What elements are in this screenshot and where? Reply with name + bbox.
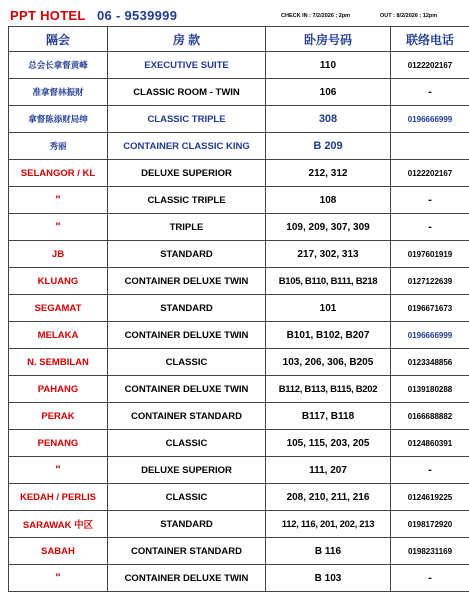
table-row [9,511,469,538]
dept-cell[interactable]: " [9,187,108,214]
contact-cell[interactable]: 0166688882 [391,403,469,430]
contact-cell[interactable]: 0196666999 [391,322,469,349]
table-row [9,430,469,457]
dept-cell[interactable]: KEDAH / PERLIS [9,484,108,511]
column-header-room-numbers: 卧房号码 [266,27,391,52]
room-allocation-table [8,26,469,592]
room-numbers-cell[interactable]: B 103 [266,565,391,592]
column-header-room-type: 房 款 [108,27,266,52]
room-type-cell[interactable]: CONTAINER STANDARD [108,403,266,430]
contact-cell[interactable]: - [391,214,469,241]
room-numbers-cell[interactable]: 103, 206, 306, B205 [266,349,391,376]
room-type-cell[interactable]: STANDARD [108,241,266,268]
room-type-cell[interactable]: DELUXE SUPERIOR [108,457,266,484]
dept-cell[interactable]: " [9,214,108,241]
room-type-cell[interactable]: CLASSIC ROOM - TWIN [108,79,266,106]
dept-cell[interactable]: 拿督陈添财局绅 [9,106,108,133]
column-header-contact: 联络电话 [391,27,469,52]
table-row [9,52,469,79]
table-row [9,133,469,160]
room-numbers-cell[interactable]: 112, 116, 201, 202, 213 [266,511,391,538]
room-numbers-cell[interactable]: 105, 115, 203, 205 [266,430,391,457]
dept-cell[interactable]: SELANGOR / KL [9,160,108,187]
contact-cell[interactable]: 0139180288 [391,376,469,403]
contact-cell[interactable]: 0196666999 [391,106,469,133]
contact-cell[interactable] [391,133,469,160]
room-numbers-cell[interactable]: B117, B118 [266,403,391,430]
table-row [9,565,469,592]
table-row [9,106,469,133]
room-numbers-cell[interactable]: 106 [266,79,391,106]
room-numbers-cell[interactable]: B105, B110, B111, B218 [266,268,391,295]
room-type-cell[interactable]: CONTAINER DELUXE TWIN [108,322,266,349]
dept-cell[interactable]: 总会长拿督黄峰 [9,52,108,79]
contact-cell[interactable]: - [391,187,469,214]
dept-cell[interactable]: SARAWAK 中区 [9,511,108,538]
room-type-cell[interactable]: CLASSIC [108,430,266,457]
room-type-cell[interactable]: CONTAINER CLASSIC KING [108,133,266,160]
room-numbers-cell[interactable]: B112, B113, B115, B202 [266,376,391,403]
room-numbers-cell[interactable]: B101, B102, B207 [266,322,391,349]
contact-cell[interactable]: - [391,565,469,592]
sheet-header [0,0,469,28]
room-type-cell[interactable]: EXECUTIVE SUITE [108,52,266,79]
dept-cell[interactable]: KLUANG [9,268,108,295]
dept-cell[interactable]: " [9,565,108,592]
hotel-phone: 06 - 9539999 [97,8,178,23]
contact-cell[interactable]: - [391,79,469,106]
table-row [9,403,469,430]
table-row [9,457,469,484]
check-in-text: CHECK IN : 7/2/2026 ; 2pm [281,13,351,19]
room-numbers-cell[interactable]: 212, 312 [266,160,391,187]
hotel-name: PPT HOTEL [10,8,86,23]
contact-cell[interactable]: 0124619225 [391,484,469,511]
table-row [9,214,469,241]
room-type-cell[interactable]: CONTAINER DELUXE TWIN [108,565,266,592]
contact-cell[interactable]: 0122202167 [391,52,469,79]
contact-cell[interactable]: 0123348856 [391,349,469,376]
dept-cell[interactable]: 秀丽 [9,133,108,160]
room-numbers-cell[interactable]: 110 [266,52,391,79]
table-row [9,484,469,511]
dept-cell[interactable]: SEGAMAT [9,295,108,322]
room-numbers-cell[interactable]: B 116 [266,538,391,565]
room-numbers-cell[interactable]: 217, 302, 313 [266,241,391,268]
room-type-cell[interactable]: DELUXE SUPERIOR [108,160,266,187]
contact-cell[interactable]: 0196671673 [391,295,469,322]
room-numbers-cell[interactable]: 109, 209, 307, 309 [266,214,391,241]
table-header-row [9,27,469,52]
table-row [9,349,469,376]
room-type-cell[interactable]: STANDARD [108,295,266,322]
contact-cell[interactable]: 0124860391 [391,430,469,457]
table-row [9,268,469,295]
table-row [9,295,469,322]
dept-cell[interactable]: N. SEMBILAN [9,349,108,376]
dept-cell[interactable]: JB [9,241,108,268]
contact-cell[interactable]: 0197601919 [391,241,469,268]
dept-cell[interactable]: MELAKA [9,322,108,349]
table-row [9,241,469,268]
table-row [9,376,469,403]
contact-cell[interactable]: 0122202167 [391,160,469,187]
table-row [9,160,469,187]
dept-cell[interactable]: PERAK [9,403,108,430]
dept-cell[interactable]: 准拿督林振财 [9,79,108,106]
check-out-text: OUT : 8/2/2026 ; 12pm [380,13,438,19]
room-numbers-cell[interactable]: 111, 207 [266,457,391,484]
room-type-cell[interactable]: CONTAINER DELUXE TWIN [108,268,266,295]
room-type-cell[interactable]: STANDARD [108,511,266,538]
room-numbers-cell[interactable]: 308 [266,106,391,133]
dept-cell[interactable]: " [9,457,108,484]
room-type-cell[interactable]: CLASSIC TRIPLE [108,106,266,133]
table-row [9,322,469,349]
contact-cell[interactable]: 0198172920 [391,511,469,538]
table-row [9,538,469,565]
room-numbers-cell[interactable]: B 209 [266,133,391,160]
room-type-cell[interactable]: CONTAINER DELUXE TWIN [108,376,266,403]
room-type-cell[interactable]: TRIPLE [108,214,266,241]
contact-cell[interactable]: 0198231169 [391,538,469,565]
dept-cell[interactable]: PENANG [9,430,108,457]
contact-cell[interactable]: - [391,457,469,484]
room-type-cell[interactable]: CONTAINER STANDARD [108,538,266,565]
room-type-cell[interactable]: CLASSIC TRIPLE [108,187,266,214]
dept-cell[interactable]: PAHANG [9,376,108,403]
room-type-cell[interactable]: CLASSIC [108,484,266,511]
room-numbers-cell[interactable]: 208, 210, 211, 216 [266,484,391,511]
room-numbers-cell[interactable]: 101 [266,295,391,322]
room-type-cell[interactable]: CLASSIC [108,349,266,376]
contact-cell[interactable]: 0127122639 [391,268,469,295]
table-row [9,79,469,106]
column-header-dept: 隔会 [9,27,108,52]
room-numbers-cell[interactable]: 108 [266,187,391,214]
table-row [9,187,469,214]
dept-cell[interactable]: SABAH [9,538,108,565]
